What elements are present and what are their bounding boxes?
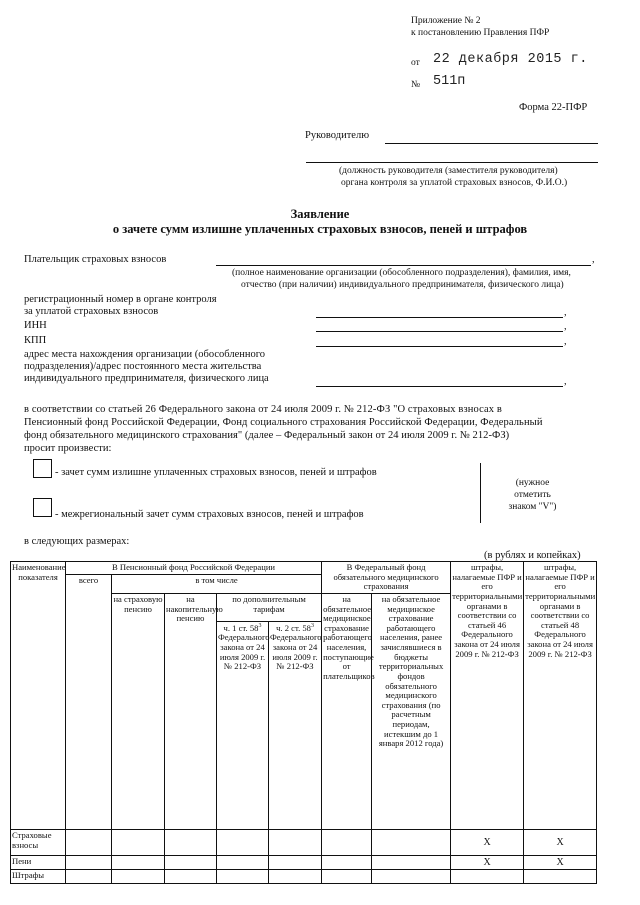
note-line3: знаком "V") (508, 502, 557, 512)
order-number: 511п (433, 74, 466, 89)
addressee-label: Руководителю (305, 130, 370, 141)
kpp-input[interactable] (316, 346, 563, 347)
law-text-2: Пенсионный фонд Российской Федерации, Фонд социального страхования Российской Федерации, Федеральный (24, 417, 543, 428)
header-art58-part1: ч. 1 ст. $58^3$ Федерального закона от 24 июля 2009 г. № 212-ФЗ (217, 621, 269, 829)
cell[interactable] (524, 870, 597, 884)
cell[interactable] (112, 870, 165, 884)
table-row (11, 829, 597, 855)
cell[interactable] (322, 829, 372, 855)
cell[interactable] (372, 829, 451, 855)
cell[interactable] (269, 870, 322, 884)
header-pfr: В Пенсионный фонд Российской Федерации (66, 562, 322, 575)
addressee-caption-2: органа контроля за уплатой страховых взносов, Ф.И.О.) (341, 178, 568, 188)
cell[interactable] (112, 855, 165, 869)
payer-caption-1: (полное наименование организации (обособленного подразделения), фамилия, имя, (232, 268, 571, 278)
kpp-label: КПП (24, 335, 47, 346)
header-including: в том числе (112, 574, 322, 593)
header-funded-pension: на накопительную пенсию (165, 593, 217, 829)
table-row (11, 870, 597, 884)
address-label-2: подразделения)/адрес постоянного места жительства (24, 361, 262, 372)
form-name: Форма 22-ПФР (519, 102, 588, 113)
header-foms-territorial: на обязательное медицинское страхование работающего населения, ранее зачислявшиеся в бюджеты территориальных фондов обязательного медицинского страхования (по расчетным периодам, истекшим до 1 января 2012 года) (372, 593, 451, 829)
reg-number-input[interactable] (316, 317, 563, 318)
cell[interactable] (66, 855, 112, 869)
options-divider (480, 463, 481, 523)
document-subtitle: о зачете сумм излишне уплаченных страховых взносов, пеней и штрафов (112, 222, 528, 236)
header-fines-46: штрафы, налагаемые ПФР и его территориальными органами в соответствии со статьей 46 Федерального закона от 24 июля 2009 г. № 212-ФЗ (451, 562, 524, 830)
note-line2: отметить (514, 490, 551, 500)
cell[interactable] (269, 855, 322, 869)
header-indicator-name: Наименование показателя (11, 562, 66, 830)
x-mark: X (451, 829, 524, 855)
inn-comma: , (564, 321, 567, 332)
inn-label: ИНН (24, 320, 47, 331)
header-insurance-pension: на страховую пенсию (112, 593, 165, 829)
cell[interactable] (165, 855, 217, 869)
law-text-1: в соответствии со статьей 26 Федерального закона от 24 июля 2009 г. № 212-ФЗ "О страховых взносах в (24, 404, 502, 415)
table-row (11, 855, 597, 869)
cell[interactable] (322, 870, 372, 884)
x-mark: X (451, 855, 524, 869)
row-label-contributions: Страховые взносы (11, 829, 66, 855)
address-input[interactable] (316, 386, 563, 387)
offset-checkbox[interactable] (33, 459, 52, 478)
cell[interactable] (451, 870, 524, 884)
header-fines-48: штрафы, налагаемые ПФР и его территориальными органами в соответствии со статьей 48 Федерального закона от 24 июля 2009 г. № 212-ФЗ (524, 562, 597, 830)
interregional-option-label: - межрегиональный зачет сумм страховых взносов, пеней и штрафов (55, 509, 364, 520)
appendix-line1: Приложение № 2 (411, 16, 481, 26)
cell[interactable] (269, 829, 322, 855)
cell[interactable] (322, 855, 372, 869)
cell[interactable] (165, 829, 217, 855)
address-label-1: адрес места нахождения организации (обособленного (24, 349, 266, 360)
number-prefix: № (411, 80, 421, 90)
note-line1: (нужное (515, 478, 550, 488)
sizes-label: в следующих размерах: (24, 536, 130, 547)
reg-number-label-2: за уплатой страховых взносов (24, 306, 159, 317)
payer-comma: , (592, 254, 595, 265)
addressee-input-line-2[interactable] (306, 162, 598, 163)
amounts-table (10, 561, 597, 884)
cell[interactable] (165, 870, 217, 884)
law-text-4: просит произвести: (24, 443, 112, 454)
payer-input-line[interactable] (216, 265, 591, 266)
x-mark: X (524, 829, 597, 855)
header-foms-payers: на обязательное медицинское страхование работающего населения, поступающие от плательщиков (322, 593, 372, 829)
units-label: (в рублях и копейках) (484, 550, 581, 561)
cell[interactable] (372, 870, 451, 884)
kpp-comma: , (564, 336, 567, 347)
row-label-penalties: Пени (11, 855, 66, 869)
appendix-line2: к постановлению Правления ПФР (411, 28, 550, 38)
cell[interactable] (372, 855, 451, 869)
cell[interactable] (217, 829, 269, 855)
header-foms: В Федеральный фонд обязательного медицинского страхования (322, 562, 451, 594)
cell[interactable] (217, 870, 269, 884)
address-comma: , (564, 376, 567, 387)
header-art58-part2: ч. 2 ст. $58^3$ Федерального закона от 24 июля 2009 г. № 212-ФЗ (269, 621, 322, 829)
interregional-checkbox[interactable] (33, 498, 52, 517)
addressee-caption-1: (должность руководителя (заместителя руководителя) (339, 166, 558, 176)
cell[interactable] (66, 870, 112, 884)
payer-label: Плательщик страховых взносов (24, 254, 167, 265)
order-date: 22 декабря 2015 г. (433, 52, 588, 67)
cell[interactable] (217, 855, 269, 869)
offset-option-label: - зачет сумм излишне уплаченных страховых взносов, пеней и штрафов (55, 467, 377, 478)
header-additional-tariffs: по дополнительным тарифам (217, 593, 322, 621)
header-total: всего (66, 574, 112, 829)
reg-comma: , (564, 307, 567, 318)
reg-number-label-1: регистрационный номер в органе контроля (24, 294, 217, 305)
addressee-input-line[interactable] (385, 143, 598, 144)
date-prefix: от (411, 58, 420, 68)
x-mark: X (524, 855, 597, 869)
address-label-3: индивидуального предпринимателя, физического лица (24, 373, 269, 384)
inn-input[interactable] (316, 331, 563, 332)
cell[interactable] (112, 829, 165, 855)
document-title: Заявление (290, 207, 350, 221)
cell[interactable] (66, 829, 112, 855)
payer-caption-2: отчество (при наличии) индивидуального предпринимателя, физического лица) (241, 280, 564, 290)
row-label-fines: Штрафы (11, 870, 66, 884)
law-text-3: фонд обязательного медицинского страхования" (далее – Федеральный закон от 24 июля 2009 г. № 212-ФЗ) (24, 430, 510, 441)
